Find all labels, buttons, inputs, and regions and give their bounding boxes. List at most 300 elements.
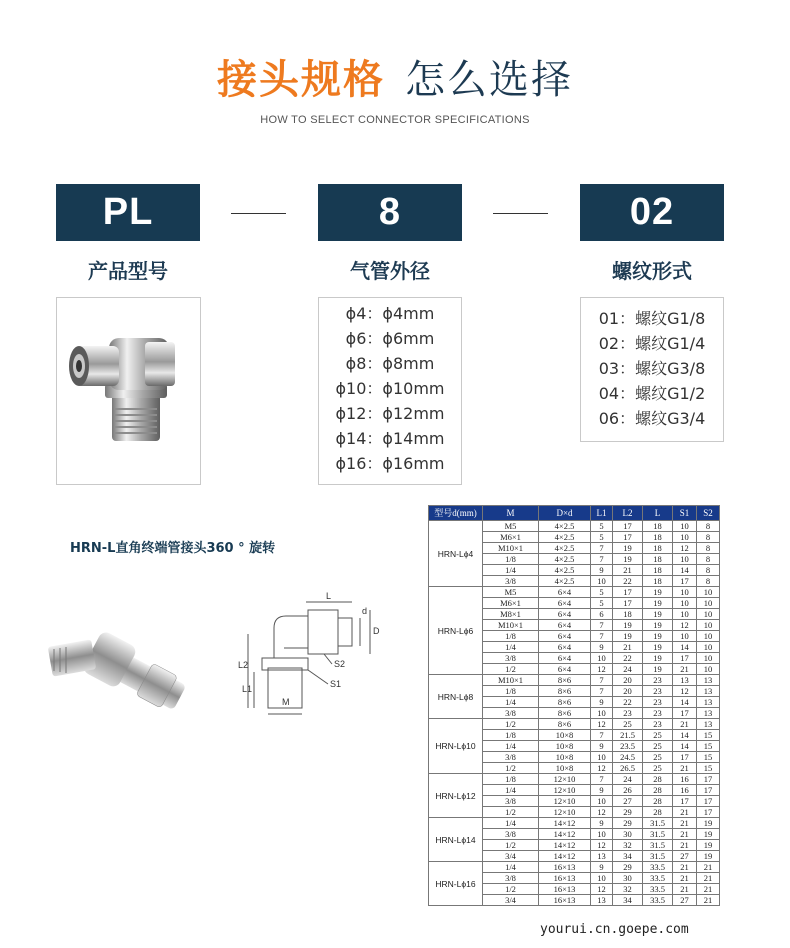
table-cell: 7	[591, 543, 613, 554]
table-cell: 10	[591, 653, 613, 664]
table-row	[429, 862, 720, 873]
column-header: L	[643, 506, 673, 521]
table-cell: 10	[591, 873, 613, 884]
table-cell: 8×6	[539, 708, 591, 719]
table-cell: 10	[697, 609, 720, 620]
table-cell: 19	[643, 653, 673, 664]
table-cell: 17	[613, 532, 643, 543]
model-cell: HRN-Lϕ14	[429, 818, 483, 862]
table-cell: 10	[673, 554, 697, 565]
table-cell: 25	[643, 763, 673, 774]
table-cell: 8×6	[539, 675, 591, 686]
table-cell: 3/8	[483, 796, 539, 807]
spec-table-wrapper	[428, 505, 720, 906]
diameter-option: ϕ10：ϕ10mm	[335, 379, 445, 398]
elbow-fitting-image	[57, 298, 200, 484]
table-cell: 13	[697, 675, 720, 686]
table-cell: 31.5	[643, 818, 673, 829]
table-cell: 3/8	[483, 576, 539, 587]
table-cell: 8	[697, 565, 720, 576]
table-cell: 8×6	[539, 697, 591, 708]
dim-S1: S1	[330, 679, 342, 689]
table-cell: 16×13	[539, 862, 591, 873]
table-cell: 1/2	[483, 807, 539, 818]
table-cell: 25	[643, 730, 673, 741]
table-cell: 31.5	[643, 851, 673, 862]
table-cell: 9	[591, 697, 613, 708]
table-cell: 6×4	[539, 598, 591, 609]
table-cell: 12×10	[539, 785, 591, 796]
column-header: D×d	[539, 506, 591, 521]
table-cell: 10×8	[539, 752, 591, 763]
table-cell: 10	[697, 587, 720, 598]
table-cell: 20	[613, 686, 643, 697]
table-row	[429, 587, 720, 598]
table-cell: 13	[697, 686, 720, 697]
table-cell: M10×1	[483, 620, 539, 631]
table-cell: 27	[613, 796, 643, 807]
table-cell: 15	[697, 741, 720, 752]
diameter-option: ϕ6：ϕ6mm	[345, 329, 435, 348]
table-cell: 14	[673, 730, 697, 741]
table-cell: 23	[643, 719, 673, 730]
table-cell: 12×10	[539, 807, 591, 818]
table-cell: 19	[643, 664, 673, 675]
table-cell: 1/4	[483, 862, 539, 873]
table-cell: 21	[697, 884, 720, 895]
table-cell: 19	[643, 587, 673, 598]
table-cell: 24	[613, 664, 643, 675]
table-cell: 17	[697, 774, 720, 785]
diameter-option: ϕ14：ϕ14mm	[335, 429, 445, 448]
table-cell: 10	[697, 642, 720, 653]
table-cell: 1/8	[483, 631, 539, 642]
table-cell: 28	[643, 785, 673, 796]
table-cell: 16×13	[539, 884, 591, 895]
table-cell: 19	[613, 543, 643, 554]
table-cell: M10×1	[483, 543, 539, 554]
table-cell: 1/8	[483, 774, 539, 785]
model-cell: HRN-Lϕ4	[429, 521, 483, 587]
table-cell: 6	[591, 609, 613, 620]
table-cell: 12×10	[539, 774, 591, 785]
table-cell: 30	[613, 829, 643, 840]
model-cell: HRN-Lϕ8	[429, 675, 483, 719]
table-cell: 24.5	[613, 752, 643, 763]
table-cell: 19	[643, 598, 673, 609]
table-cell: 21	[673, 664, 697, 675]
table-cell: 18	[643, 543, 673, 554]
table-cell: 8	[697, 554, 720, 565]
table-cell: 14×12	[539, 829, 591, 840]
table-cell: 19	[697, 829, 720, 840]
table-cell: 6×4	[539, 620, 591, 631]
table-cell: 17	[673, 653, 697, 664]
page-title	[0, 48, 790, 105]
table-cell: 6×4	[539, 609, 591, 620]
table-cell: 33.5	[643, 884, 673, 895]
fitting-illustration	[44, 615, 204, 735]
table-cell: 31.5	[643, 829, 673, 840]
thread-option: 03：螺纹G3/8	[598, 359, 706, 378]
table-cell: 10	[673, 609, 697, 620]
diameter-list	[319, 298, 461, 476]
table-cell: M10×1	[483, 675, 539, 686]
table-cell: 17	[697, 796, 720, 807]
table-cell: 1/4	[483, 741, 539, 752]
diameter-option: ϕ12：ϕ12mm	[335, 404, 445, 423]
table-cell: 4×2.5	[539, 532, 591, 543]
table-cell: M8×1	[483, 609, 539, 620]
table-cell: 34	[613, 895, 643, 906]
label-model: 产品型号	[88, 259, 168, 283]
table-cell: 3/8	[483, 653, 539, 664]
table-cell: 18	[643, 554, 673, 565]
table-cell: 23	[643, 708, 673, 719]
table-cell: 10×8	[539, 730, 591, 741]
table-cell: 25	[643, 741, 673, 752]
table-cell: 12	[591, 664, 613, 675]
table-cell: 32	[613, 840, 643, 851]
table-cell: 32	[613, 884, 643, 895]
table-cell: 14	[673, 565, 697, 576]
diameter-option: ϕ8：ϕ8mm	[345, 354, 435, 373]
watermark: yourui.cn.goepe.com	[540, 922, 689, 937]
table-cell: 15	[697, 752, 720, 763]
table-cell: 22	[613, 576, 643, 587]
table-cell: 19	[697, 851, 720, 862]
table-cell: 4×2.5	[539, 576, 591, 587]
table-cell: 21	[673, 873, 697, 884]
table-cell: 23	[643, 675, 673, 686]
table-cell: 13	[673, 675, 697, 686]
table-cell: 10×8	[539, 741, 591, 752]
table-cell: 17	[673, 576, 697, 587]
table-cell: 22	[613, 697, 643, 708]
diameter-options-panel	[318, 297, 462, 485]
table-cell: 10	[673, 521, 697, 532]
dimension-drawing	[228, 588, 388, 718]
table-cell: 19	[697, 818, 720, 829]
table-cell: 17	[613, 521, 643, 532]
table-cell: 21	[697, 895, 720, 906]
model-cell: HRN-Lϕ6	[429, 587, 483, 675]
table-cell: 8	[697, 521, 720, 532]
table-cell: 1/4	[483, 565, 539, 576]
table-cell: 17	[673, 708, 697, 719]
table-cell: 21	[697, 862, 720, 873]
code-box-model: PL	[56, 184, 200, 241]
table-cell: 3/8	[483, 752, 539, 763]
table-cell: 12	[673, 620, 697, 631]
table-cell: 19	[613, 631, 643, 642]
table-cell: 17	[613, 598, 643, 609]
code-box-diameter: 8	[318, 184, 462, 241]
table-cell: 1/2	[483, 884, 539, 895]
table-cell: 14	[673, 697, 697, 708]
table-cell: 13	[591, 895, 613, 906]
table-cell: 10	[673, 532, 697, 543]
thread-option: 02：螺纹G1/4	[598, 334, 706, 353]
dim-M: M	[282, 697, 290, 707]
separator-dash	[493, 213, 548, 214]
dim-L: L	[326, 591, 332, 601]
table-cell: 8×6	[539, 719, 591, 730]
table-cell: 14×12	[539, 851, 591, 862]
table-cell: 13	[591, 851, 613, 862]
table-cell: 16×13	[539, 895, 591, 906]
column-header: S2	[697, 506, 720, 521]
table-cell: 17	[697, 785, 720, 796]
table-cell: 29	[613, 862, 643, 873]
table-cell: 3/4	[483, 895, 539, 906]
table-cell: 15	[697, 730, 720, 741]
table-cell: 12	[591, 763, 613, 774]
table-cell: 12×10	[539, 796, 591, 807]
table-cell: 29	[613, 818, 643, 829]
table-row	[429, 719, 720, 730]
table-cell: 1/4	[483, 818, 539, 829]
table-cell: 7	[591, 675, 613, 686]
table-cell: 9	[591, 862, 613, 873]
table-cell: 13	[697, 719, 720, 730]
table-cell: 27	[673, 851, 697, 862]
column-header: L1	[591, 506, 613, 521]
table-cell: 31.5	[643, 840, 673, 851]
table-cell: 10	[697, 620, 720, 631]
table-cell: 3/4	[483, 851, 539, 862]
table-cell: 21	[673, 862, 697, 873]
table-row	[429, 774, 720, 785]
table-cell: 17	[613, 587, 643, 598]
thread-option: 06：螺纹G3/4	[598, 409, 706, 428]
column-header: L2	[613, 506, 643, 521]
table-cell: 12	[591, 719, 613, 730]
table-cell: 12	[591, 840, 613, 851]
table-cell: 10	[697, 598, 720, 609]
table-cell: 5	[591, 521, 613, 532]
table-cell: 1/2	[483, 719, 539, 730]
table-cell: 21	[613, 642, 643, 653]
table-cell: 13	[697, 697, 720, 708]
table-cell: 33.5	[643, 873, 673, 884]
table-cell: 34	[613, 851, 643, 862]
table-cell: 17	[697, 807, 720, 818]
label-diameter: 气管外径	[350, 259, 430, 283]
table-cell: 21	[673, 884, 697, 895]
table-cell: 14×12	[539, 840, 591, 851]
table-cell: 9	[591, 642, 613, 653]
table-cell: 3/8	[483, 708, 539, 719]
product-name: HRN-L直角终端管接头360 ° 旋转	[70, 541, 276, 556]
table-cell: 28	[643, 774, 673, 785]
table-row	[429, 521, 720, 532]
page-subtitle: HOW TO SELECT CONNECTOR SPECIFICATIONS	[260, 114, 530, 126]
table-cell: 8	[697, 543, 720, 554]
table-cell: 18	[613, 609, 643, 620]
table-cell: 10	[591, 752, 613, 763]
table-cell: 21	[673, 807, 697, 818]
table-cell: 29	[613, 807, 643, 818]
table-cell: 26	[613, 785, 643, 796]
table-cell: 3/8	[483, 829, 539, 840]
table-cell: 7	[591, 730, 613, 741]
product-photo	[56, 297, 201, 485]
table-cell: 21	[673, 840, 697, 851]
table-cell: 7	[591, 554, 613, 565]
title-highlight: 接头规格	[217, 57, 385, 103]
dim-d: d	[362, 606, 368, 616]
table-cell: 19	[643, 609, 673, 620]
table-cell: 25	[613, 719, 643, 730]
table-cell: 23	[613, 708, 643, 719]
table-cell: 1/4	[483, 642, 539, 653]
table-cell: 18	[643, 521, 673, 532]
table-cell: 9	[591, 785, 613, 796]
thread-list	[581, 298, 723, 431]
column-header: M	[483, 506, 539, 521]
table-cell: 17	[673, 796, 697, 807]
table-cell: 21.5	[613, 730, 643, 741]
label-thread: 螺纹形式	[612, 259, 692, 283]
diameter-option: ϕ4：ϕ4mm	[345, 304, 435, 323]
table-cell: 19	[613, 554, 643, 565]
table-cell: 21	[673, 763, 697, 774]
thread-options-panel	[580, 297, 724, 442]
table-cell: 16	[673, 785, 697, 796]
table-cell: M6×1	[483, 532, 539, 543]
table-cell: 10	[673, 598, 697, 609]
table-cell: 9	[591, 818, 613, 829]
dim-D: D	[373, 626, 380, 636]
table-cell: 1/4	[483, 697, 539, 708]
table-cell: 21	[673, 719, 697, 730]
table-cell: 1/8	[483, 686, 539, 697]
table-cell: 23	[643, 697, 673, 708]
table-cell: 28	[643, 807, 673, 818]
table-cell: 5	[591, 598, 613, 609]
table-cell: 24	[613, 774, 643, 785]
table-cell: 10	[697, 653, 720, 664]
table-cell: 1/2	[483, 664, 539, 675]
table-cell: 28	[643, 796, 673, 807]
table-cell: 4×2.5	[539, 543, 591, 554]
table-cell: 7	[591, 631, 613, 642]
title-rest: 怎么选择	[405, 57, 573, 103]
table-cell: 18	[643, 565, 673, 576]
table-cell: 6×4	[539, 642, 591, 653]
table-cell: M6×1	[483, 598, 539, 609]
table-cell: 13	[697, 708, 720, 719]
table-row	[429, 818, 720, 829]
table-cell: 23.5	[613, 741, 643, 752]
table-cell: 4×2.5	[539, 565, 591, 576]
table-cell: 21	[673, 829, 697, 840]
table-cell: 6×4	[539, 653, 591, 664]
table-cell: 8	[697, 532, 720, 543]
table-cell: 33.5	[643, 862, 673, 873]
table-cell: 3/8	[483, 873, 539, 884]
separator-dash	[231, 213, 286, 214]
table-cell: 23	[643, 686, 673, 697]
table-cell: 1/2	[483, 840, 539, 851]
table-cell: 21	[673, 818, 697, 829]
table-cell: 22	[613, 653, 643, 664]
thread-option: 01：螺纹G1/8	[598, 309, 706, 328]
table-cell: 1/2	[483, 763, 539, 774]
table-cell: 7	[591, 686, 613, 697]
table-cell: 14	[673, 741, 697, 752]
table-cell: 21	[697, 873, 720, 884]
table-cell: 6×4	[539, 664, 591, 675]
diameter-option: ϕ16：ϕ16mm	[335, 454, 445, 473]
code-box-thread: 02	[580, 184, 724, 241]
table-row	[429, 675, 720, 686]
table-cell: M5	[483, 587, 539, 598]
table-cell: 19	[643, 642, 673, 653]
table-cell: 12	[673, 686, 697, 697]
column-header: 型号d(mm)	[429, 506, 483, 521]
table-cell: 4×2.5	[539, 521, 591, 532]
table-cell: 17	[673, 752, 697, 763]
model-cell: HRN-Lϕ10	[429, 719, 483, 774]
table-cell: 25	[643, 752, 673, 763]
table-cell: 10	[591, 576, 613, 587]
table-cell: 10	[591, 829, 613, 840]
table-cell: 9	[591, 565, 613, 576]
table-cell: 21	[613, 565, 643, 576]
table-cell: 26.5	[613, 763, 643, 774]
table-cell: 1/8	[483, 554, 539, 565]
table-cell: 20	[613, 675, 643, 686]
table-cell: 10	[697, 664, 720, 675]
table-cell: 10	[673, 587, 697, 598]
table-cell: 6×4	[539, 587, 591, 598]
model-cell: HRN-Lϕ16	[429, 862, 483, 906]
dim-L1: L1	[242, 684, 253, 694]
table-cell: 9	[591, 741, 613, 752]
table-cell: 10	[591, 796, 613, 807]
spec-table	[428, 505, 720, 906]
table-cell: 27	[673, 895, 697, 906]
table-header-row	[429, 506, 720, 521]
table-cell: 10	[591, 708, 613, 719]
table-cell: 1/8	[483, 730, 539, 741]
dim-S2: S2	[334, 659, 346, 669]
table-cell: 12	[673, 543, 697, 554]
table-cell: 10	[697, 631, 720, 642]
table-cell: 30	[613, 873, 643, 884]
dim-L2: L2	[238, 660, 249, 670]
table-cell: 12	[591, 807, 613, 818]
model-cell: HRN-Lϕ12	[429, 774, 483, 818]
table-cell: 16	[673, 774, 697, 785]
table-cell: 15	[697, 763, 720, 774]
table-cell: 7	[591, 774, 613, 785]
table-cell: 10	[673, 631, 697, 642]
table-cell: 19	[643, 631, 673, 642]
table-cell: 8	[697, 576, 720, 587]
table-cell: 18	[643, 532, 673, 543]
table-cell: 14	[673, 642, 697, 653]
table-cell: 18	[643, 576, 673, 587]
table-cell: 10×8	[539, 763, 591, 774]
table-cell: 8×6	[539, 686, 591, 697]
table-cell: 19	[643, 620, 673, 631]
table-cell: 4×2.5	[539, 554, 591, 565]
table-cell: 19	[613, 620, 643, 631]
table-cell: 7	[591, 620, 613, 631]
